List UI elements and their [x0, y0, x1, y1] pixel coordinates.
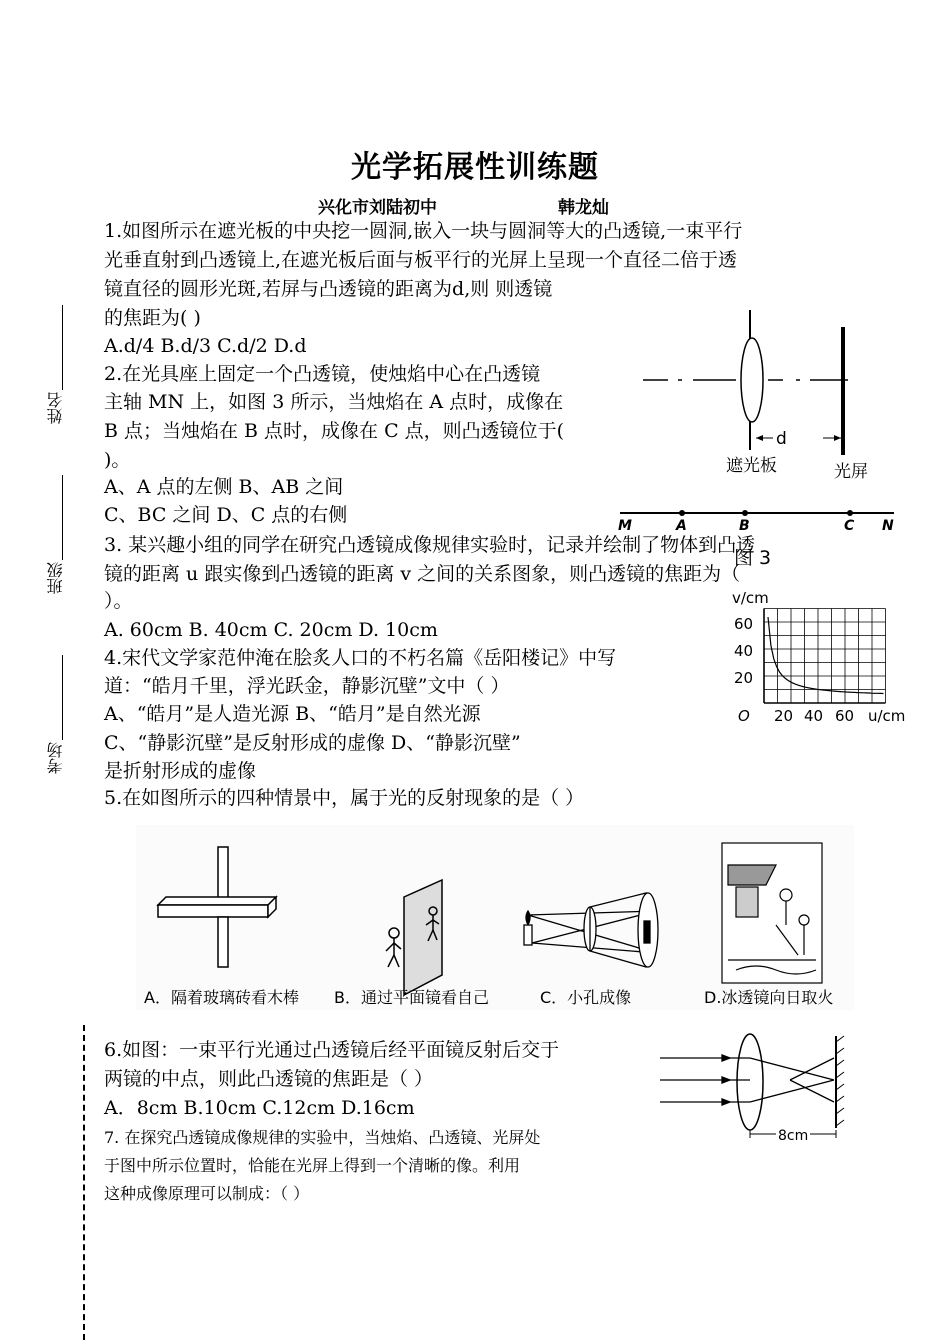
q5-scenes-figure: [136, 825, 854, 1010]
q2-options: C、BC 之间 D、C 点的右侧: [104, 504, 348, 526]
point-b-dot: [742, 510, 748, 516]
q1-d-label: d: [776, 429, 787, 449]
point-a-dot: [679, 510, 685, 516]
point-b-label: B: [739, 518, 750, 534]
chart-ytick: 20: [734, 669, 754, 687]
scene-b-caption: B．通过平面镜看自己: [334, 988, 489, 1007]
q1-line: 镜直径的圆形光斑,若屏与凸透镜的距离为d,则 则透镜: [104, 278, 553, 300]
q2-line: 2.在光具座上固定一个凸透镜，使烛焰中心在凸透镜: [104, 363, 541, 385]
q6-distance-label: 8cm: [778, 1128, 809, 1144]
q4-line: A、“皓月”是人造光源 B、“皓月”是自然光源: [104, 703, 481, 725]
side-label-exam-room: 考场: [46, 742, 65, 774]
scene-d-ice-lens: [722, 843, 822, 983]
name-fill-line: [62, 305, 63, 390]
q2-line: )。: [104, 449, 131, 471]
chart-ytick: 60: [734, 615, 754, 633]
q1-lens-figure: [638, 305, 878, 490]
q6-line: 两镜的中点，则此凸透镜的焦距是（ ）: [104, 1068, 434, 1090]
scene-a-caption: A．隔着玻璃砖看木棒: [144, 988, 299, 1007]
q4-line: C、“静影沉壁”是反射形成的虚像 D、“静影沉壁”: [104, 732, 521, 754]
q4-line: 是折射形成的虚像: [104, 760, 257, 782]
q3-line: ）。: [104, 590, 133, 612]
q6-lens-mirror-figure: [650, 1030, 850, 1148]
class-fill-line: [62, 475, 63, 560]
binding-dashed-line: [83, 1025, 85, 1340]
chart-xlabel: u/cm: [868, 707, 906, 725]
side-label-class: 班级: [46, 562, 65, 594]
q3-line: 3. 某兴趣小组的同学在研究凸透镜成像规律实验时，记录并绘制了物体到凸透: [104, 534, 756, 556]
point-c-dot: [847, 510, 853, 516]
q3-options: A. 60cm B. 40cm C. 20cm D. 10cm: [104, 619, 438, 641]
q6-line: 6.如图：一束平行光通过凸透镜后经平面镜反射后交于: [104, 1039, 560, 1061]
q1-line: 的焦距为( ): [104, 307, 201, 329]
q7-line: 这种成像原理可以制成：（ ）: [104, 1184, 310, 1203]
chart-ytick: 40: [734, 642, 754, 660]
q2-figure-caption: 图 3: [734, 547, 772, 569]
q1-line: 光垂直射到凸透镜上,在遮光板后面与板平行的光屏上呈现一个直径二倍于透: [104, 249, 738, 271]
q2-options: A、A 点的左侧 B、AB 之间: [104, 476, 344, 498]
q4-line: 4.宋代文学家范仲淹在脍炙人口的不朽名篇《岳阳楼记》中写: [104, 647, 617, 669]
side-label-name: 姓名: [46, 392, 65, 424]
chart-ylabel: v/cm: [732, 589, 769, 607]
scene-d-caption: D.冰透镜向日取火: [704, 988, 834, 1007]
page-title: 光学拓展性训练题: [351, 150, 599, 185]
q3-line: 镜的距离 u 跟实像到凸透镜的距离 v 之间的关系图象，则凸透镜的焦距为（: [104, 563, 741, 585]
q2-line: 主轴 MN 上，如图 3 所示，当烛焰在 A 点时，成像在: [104, 391, 564, 413]
q4-line: 道：“皓月千里，浮光跃金，静影沉壁”文中（ ）: [104, 675, 510, 697]
chart-xtick: 60: [835, 707, 855, 725]
uv-curve: [768, 617, 884, 694]
chart-origin: O: [738, 707, 750, 725]
author-school: 兴化市刘陆初中: [318, 198, 437, 218]
scene-c-caption: C．小孔成像: [540, 988, 632, 1007]
q3-uv-chart: [728, 585, 918, 730]
q2-line: B 点；当烛焰在 B 点时，成像在 C 点，则凸透镜位于(: [104, 420, 565, 442]
q1-options: A.d/4 B.d/3 C.d/2 D.d: [104, 335, 307, 357]
q5-line: 5.在如图所示的四种情景中，属于光的反射现象的是（ ）: [104, 787, 585, 809]
q1-line: 1.如图所示在遮光板的中央挖一圆洞,嵌入一块与圆洞等大的凸透镜,一束平行: [104, 220, 743, 242]
author-name: 韩龙灿: [558, 198, 609, 218]
point-n-label: N: [882, 518, 894, 534]
point-m-label: M: [618, 518, 632, 534]
q7-line: 7. 在探究凸透镜成像规律的实验中，当烛焰、凸透镜、光屏处: [104, 1128, 541, 1147]
chart-xtick: 40: [804, 707, 824, 725]
q7-line: 于图中所示位置时，恰能在光屏上得到一个清晰的像。利用: [104, 1156, 521, 1175]
exam-room-fill-line: [62, 655, 63, 740]
q1-board-label: 遮光板: [726, 456, 777, 476]
chart-xtick: 20: [774, 707, 794, 725]
q6-options: A．8cm B.10cm C.12cm D.16cm: [104, 1097, 415, 1119]
chart-grid: [764, 609, 886, 704]
point-c-label: C: [844, 518, 855, 534]
q1-screen-label: 光屏: [834, 462, 868, 482]
point-a-label: A: [676, 518, 687, 534]
